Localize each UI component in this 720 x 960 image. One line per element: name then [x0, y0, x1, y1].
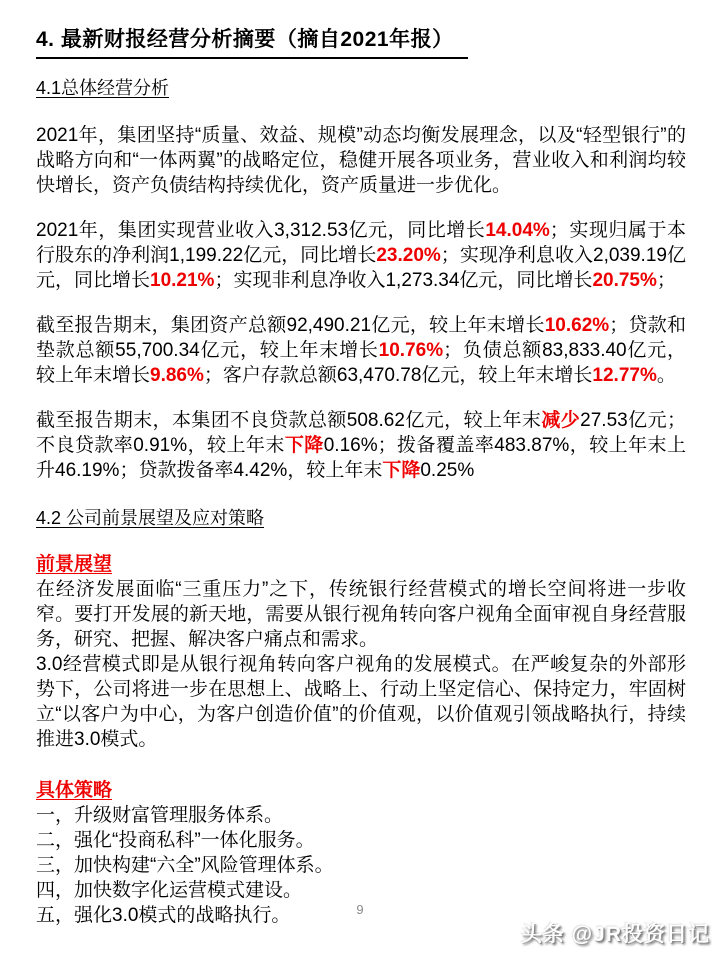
text-segment: 0.25% [420, 459, 475, 481]
strategy-item: 三，加快构建“六全”风险管理体系。 [36, 855, 334, 877]
text-segment: 截至报告期末，集团资产总额92,490.21亿元，较上年末增长 [36, 314, 545, 336]
text-segment: 0.16%；拨备覆盖率483.87%，较上年末上升46.19%；贷款拨备率4.42%，较上年末 [36, 434, 686, 481]
text-segment: 2021年，集团实现营业收入3,312.53亿元，同比增长 [36, 219, 486, 241]
highlight-red: 20.75% [592, 269, 657, 291]
overview-paragraph: 2021年，集团坚持“质量、效益、规模”动态均衡发展理念，以及“轻型银行”的战略方向和“一体两翼”的战略定位，稳健开展各项业务，营业收入和利润均较快增长，资产负债结构持续优化，资产质量进一步优化。 [36, 124, 686, 196]
page-title: 4. 最新财报经营分析摘要（摘自2021年报） [36, 26, 468, 59]
assets-paragraph [36, 313, 686, 388]
text-segment: ；实现归属于本行股东的净利润1,199.22亿元，同比增长 [36, 219, 686, 266]
section-4-1-heading: 4.1总体经营分析 [36, 78, 170, 99]
strategy-item: 二，强化“投商私科”一体化服务。 [36, 830, 315, 852]
section-outlook-strategy [36, 507, 686, 928]
text-segment: ；实现非利息净收入1,273.34亿元，同比增长 [214, 269, 593, 291]
npl-paragraph [36, 408, 686, 483]
text-segment: ；贷款和垫款总额55,700.34亿元，较上年末增长 [36, 314, 686, 361]
section-overview [36, 77, 686, 482]
page-number: 9 [356, 902, 364, 917]
outlook-heading: 前景展望 [36, 554, 113, 576]
text-segment: ；客户存款总额63,470.78亿元，较上年末增长 [203, 364, 593, 386]
highlight-red: 14.04% [485, 219, 550, 241]
text-segment: 。 [656, 364, 676, 386]
highlight-red: 23.20% [376, 244, 441, 266]
outlook-paragraph-1: 在经济发展面临“三重压力”之下，传统银行经营模式的增长空间将进一步收窄。要打开发展的新天地，需要从银行视角转向客户视角全面审视自身经营服务，研究、把握、解决客户痛点和需求。 [36, 579, 686, 651]
strategy-item: 四，加快数字化运营模式建设。 [36, 880, 303, 902]
highlight-red: 10.62% [544, 314, 610, 336]
highlight-red: 10.76% [378, 339, 444, 361]
highlight-red: 减少 [541, 409, 581, 431]
revenue-paragraph [36, 218, 686, 293]
section-4-2-heading: 4.2 公司前景展望及应对策略 [36, 507, 265, 528]
text-segment: 截至报告期末，本集团不良贷款总额508.62亿元，较上年末 [36, 409, 542, 431]
highlight-red: 10.21% [150, 269, 215, 291]
text-segment: 27.53亿元；不良贷款率0.91%，较上年末 [36, 409, 686, 456]
strategy-item: 一，升级财富管理服务体系。 [36, 805, 284, 827]
text-segment: ；实现净利息收入2,039.19亿元，同比增长 [36, 244, 686, 291]
strategy-item: 五，强化3.0模式的战略执行。 [36, 905, 291, 927]
strategy-heading: 具体策略 [36, 780, 113, 802]
highlight-red: 下降 [382, 459, 421, 481]
highlight-red: 下降 [284, 434, 324, 456]
outlook-paragraph-2: 3.0经营模式即是从银行视角转向客户视角的发展模式。在严峻复杂的外部形势下，公司将进一步在思想上、战略上、行动上坚定信心、保持定力，牢固树立“以客户为中心，为客户创造价值”的价值观，以价值观引领战略执行，持续推进3.0模式。 [36, 654, 686, 751]
watermark: 头条 @JR投资日记 [520, 923, 710, 946]
highlight-red: 12.77% [592, 364, 657, 386]
text-segment: ；负债总额83,833.40亿元，较上年末增长 [36, 339, 686, 386]
highlight-red: 9.86% [150, 364, 204, 386]
text-segment: ； [656, 269, 676, 291]
